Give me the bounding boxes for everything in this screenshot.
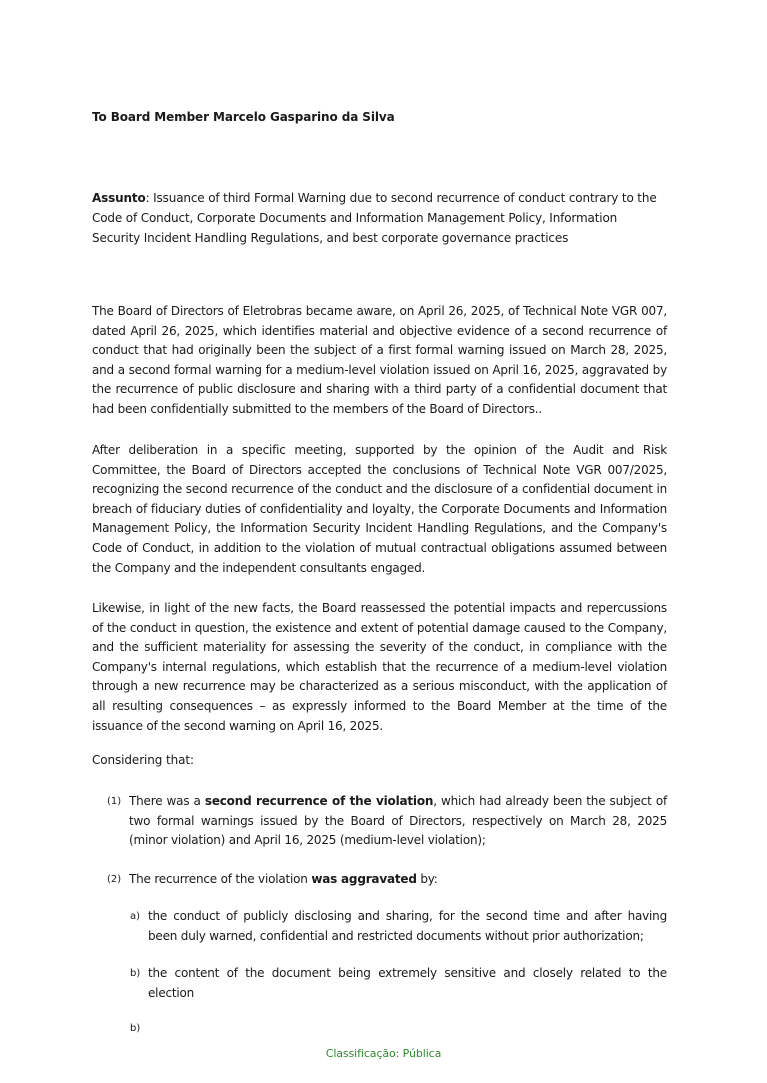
list-item-text: The recurrence of the violation <box>129 872 312 886</box>
classification-footer: Classificação: Pública <box>325 1047 442 1060</box>
list-item-emphasis: was aggravated <box>311 872 417 886</box>
list-item-number: (2) <box>107 874 122 885</box>
sub-item-letter: b) <box>130 968 141 979</box>
trailing-sub-item-letter: b) <box>130 1023 141 1034</box>
paragraph-3: Likewise, in light of the new facts, the Board reassessed the potential impacts and repercussions of the conduct in question, the existence and extent of potential damage caused to the Company, and the sufficient materiality for assessing the severity of the conduct, in compliance with the Company's internal regulations, which establish that the recurrence of a medium-level violation through a new recurrence may be characterized as a serious misconduct, with the application of all resulting consequences – as expressly informed to the Board Member at the time of the issuance of the second warning on April 16, 2025. <box>92 601 667 733</box>
list-item-number: (1) <box>107 796 122 807</box>
sub-item: the content of the document being extremely sensitive and closely related to the election <box>148 966 667 1000</box>
subject-text: : Issuance of third Formal Warning due to second recurrence of conduct contrary to the Code of Conduct, Corporate Documents and Information Management Policy, Information Security Incident Handling Regulations, and best corporate governance practices <box>92 191 657 245</box>
list-item-text: There was a <box>129 794 205 808</box>
list-item-text: , which had already been the subject of two formal warnings issued by the Board of Directors, respectively on March 28, 2025 (minor violation) and April 16, 2025 (medium-level violation); <box>129 794 667 848</box>
list-item <box>129 870 667 890</box>
list-item <box>129 792 667 851</box>
considering-heading: Considering that: <box>92 753 194 767</box>
list-item-text: by: <box>416 872 438 886</box>
paragraph-1: The Board of Directors of Eletrobras became aware, on April 26, 2025, of Technical Note VGR 007, dated April 26, 2025, which identifies material and objective evidence of a second recurrence of conduct that had originally been the subject of a first formal warning issued on March 28, 2025, and a second formal warning for a medium-level violation issued on April 16, 2025, aggravated by the recurrence of public disclosure and sharing with a third party of a confidential document that had been confidentially submitted to the members of the Board of Directors.. <box>92 304 667 416</box>
paragraph-2: After deliberation in a specific meeting, supported by the opinion of the Audit and Risk Committee, the Board of Directors accepted the conclusions of Technical Note VGR 007/2025, recognizing the second recurrence of the conduct and the disclosure of a confidential document in breach of fiduciary duties of confidentiality and loyalty, the Corporate Documents and Information Management Policy, the Information Security Incident Handling Regulations, and the Company's Code of Conduct, in addition to the violation of mutual contractual obligations assumed between the Company and the independent consultants engaged. <box>92 443 667 575</box>
subject-line <box>92 188 667 248</box>
recipient-heading: To Board Member Marcelo Gasparino da Silva <box>92 110 395 124</box>
sub-item: the conduct of publicly disclosing and sharing, for the second time and after having been duly warned, confidential and restricted documents without prior authorization; <box>148 909 667 943</box>
sub-item-letter: a) <box>130 911 141 922</box>
subject-label: Assunto <box>92 191 146 205</box>
list-item-emphasis: second recurrence of the violation <box>204 794 434 808</box>
